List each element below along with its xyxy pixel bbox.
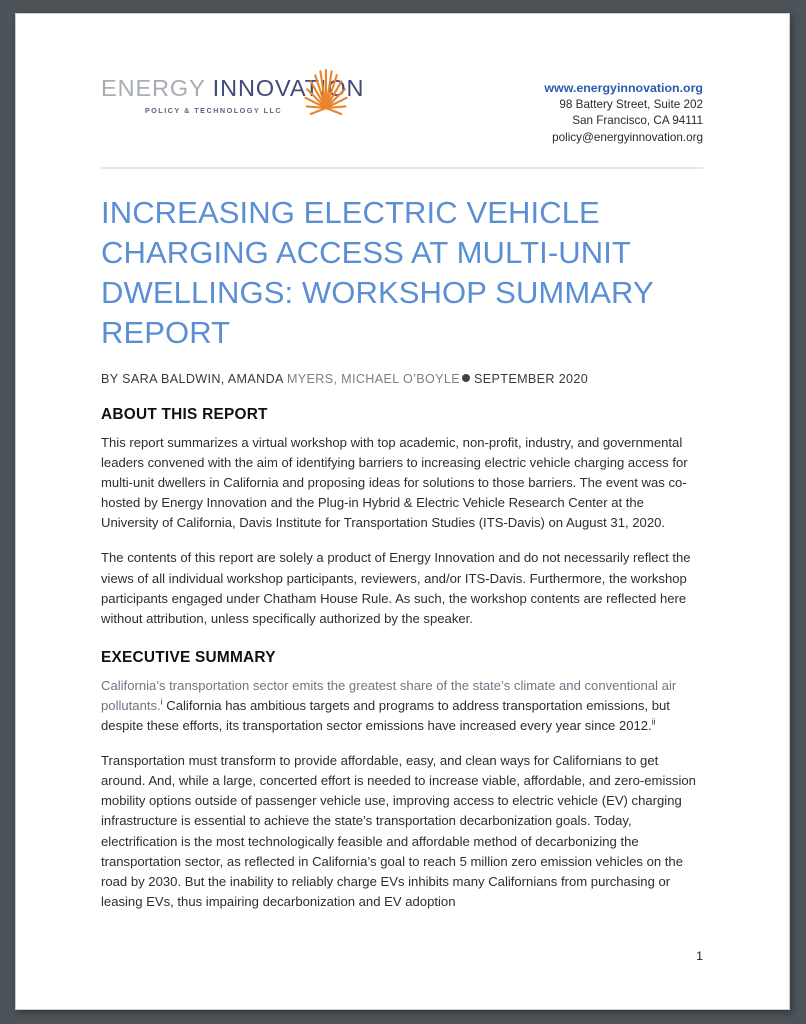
- contact-website[interactable]: www.energyinnovation.org: [544, 81, 703, 95]
- byline-separator-bullet: [462, 374, 470, 382]
- exec-para1-part-b: California has ambitious targets and programs to address transportation emissions, but despite these efforts, its transportation sector emissions have increased every year since 2012.: [101, 697, 670, 734]
- logo-tagline: POLICY & TECHNOLOGY LLC: [144, 105, 283, 115]
- byline-authors-secondary: MYERS, MICHAEL O’BOYLE: [286, 372, 461, 386]
- footnote-marker-i[interactable]: i: [160, 696, 163, 707]
- byline-date: SEPTEMBER 2020: [474, 372, 589, 386]
- about-paragraph-2: The contents of this report are solely a product of Energy Innovation and do not necessarily reflect the views of all individual workshop participants, reviewers, and/or ITS-Davis. Furthermore, the workshop participants engaged under Chatham House Rule. As such, the workshop contents are reflected here without attribution, unless specifically authorized by the speaker.: [101, 550, 691, 626]
- document-header: [101, 14, 703, 146]
- document-page: [15, 13, 790, 1010]
- section-heading-about: ABOUT THIS REPORT: [101, 406, 268, 423]
- logo-word-energy: ENERGY: [101, 75, 206, 101]
- sunburst-icon: [297, 64, 355, 118]
- section-heading-executive-summary: EXECUTIVE SUMMARY: [101, 648, 276, 666]
- contact-block: [544, 64, 703, 146]
- contact-email[interactable]: policy@energyinnovation.org: [552, 130, 703, 144]
- footnote-marker-ii[interactable]: ii: [651, 716, 656, 727]
- contact-address-line-2: San Francisco, CA 94111: [572, 114, 703, 127]
- executive-summary-paragraph-1: [101, 676, 703, 736]
- byline-authors-primary: BY SARA BALDWIN, AMANDA: [101, 372, 287, 386]
- about-paragraph-1: This report summarizes a virtual workshop with top academic, non-profit, industry, and governmental leaders convened with the aim of identifying barriers to increasing electric vehicle charging access for multi-unit dwellers in California and proposing ideas for solutions to those barriers. The event was co-hosted by Energy Innovation and the Plug-in Hybrid & Electric Vehicle Research Center at the University of California, Davis Institute for Transportation Studies (ITS-Davis) on August 31, 2020.: [101, 435, 688, 531]
- contact-address-line-1: 98 Battery Street, Suite 202: [559, 97, 703, 111]
- page-number: 1: [696, 949, 703, 963]
- exec-para1-part-a: California’s transportation sector emits the greatest share of the state’s climate and conventional air pollutants.: [101, 677, 677, 713]
- header-divider: [101, 167, 703, 169]
- byline: [101, 372, 703, 386]
- page-title: INCREASING ELECTRIC VEHICLE CHARGING ACCESS AT MULTI-UNIT DWELLINGS: WORKSHOP SUMMARY REPORT: [101, 195, 654, 350]
- executive-summary-paragraph-2: Transportation must transform to provide affordable, easy, and clean ways for Californians to get around. And, while a large, concerted effort is needed to increase viable, affordable, and zero-emission mobility options outside of passenger vehicle use, improving access to electric vehicle (EV) charging infrastructure is essential to achieve the state’s transportation decarbonization goals. Today, electrification is the most technologically feasible and affordable method of decarbonizing the transportation sector, as reflected in California’s goal to reach 5 million zero emission vehicles on the road by 2030. But the inability to reliably charge EVs inhibits many Californians from purchasing or leasing EVs, thus impairing decarbonization and EV adoption: [101, 753, 696, 909]
- logo-word-innovation: INNOVATION: [212, 75, 365, 101]
- company-logo: [101, 64, 365, 115]
